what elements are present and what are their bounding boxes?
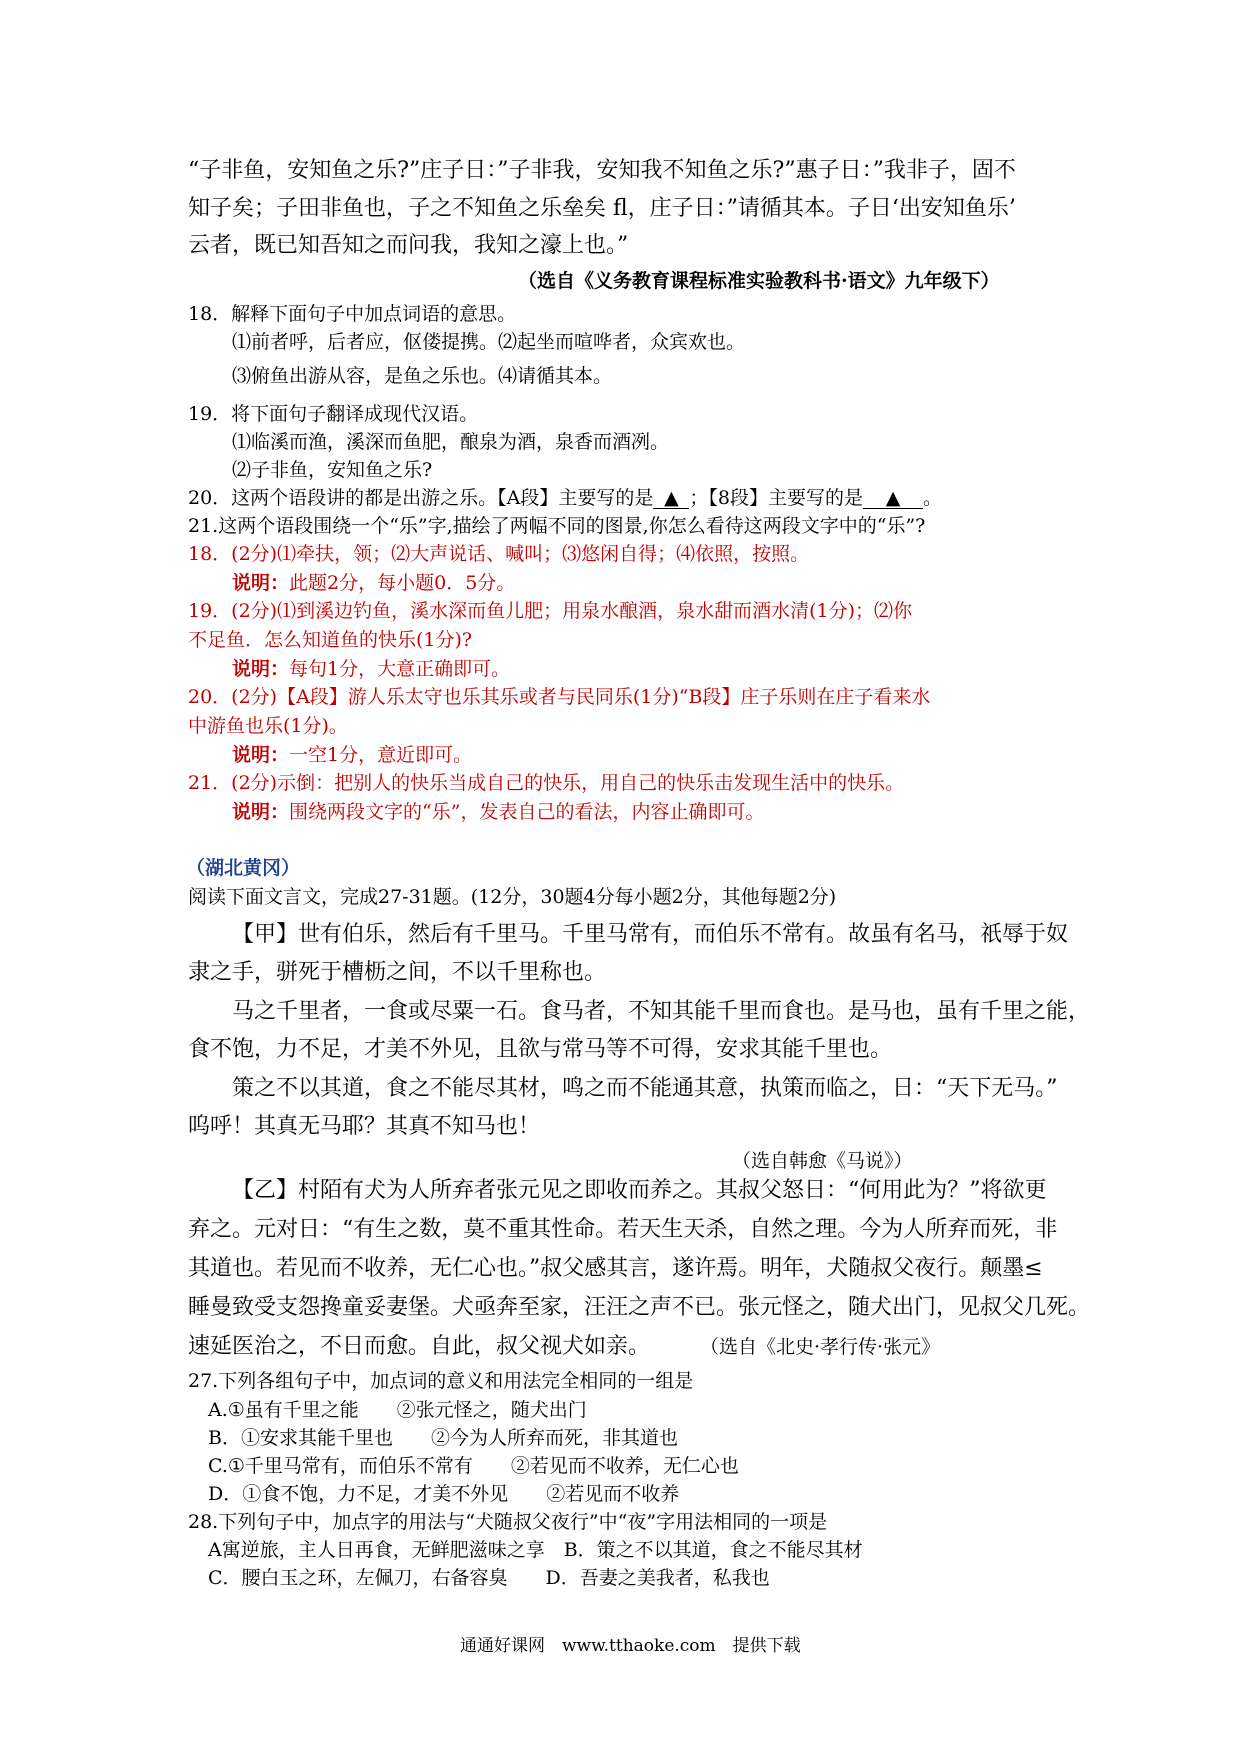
yi-source: （选自《北史·孝行传·张元》 <box>700 1336 941 1358</box>
answer-19-note <box>232 660 510 679</box>
question-27-option: C.①千里马常有，而伯乐不常有 ②若见而不收养，无仁心也 <box>208 1455 739 1477</box>
answer-19: 19．(2分)⑴到溪边钓鱼，溪水深而鱼儿肥；用泉水酿酒，泉水甜而酒水清(1分)；⑵你 <box>188 600 913 622</box>
answer-18-note <box>232 574 515 593</box>
question-20-prefix: 20．这两个语段讲的都是出游之乐。【A段】主要写的是 <box>188 487 654 509</box>
question-18-item: ⑴前者呼，后者应，伛偻提携。⑵起坐而喧哗者，众宾欢也。 <box>232 331 746 353</box>
answer-21-note <box>232 803 764 822</box>
question-19-item: ⑵子非鱼，安知鱼之乐? <box>232 459 433 481</box>
question-27: 27.下列各组句子中，加点词的意义和用法完全相同的一组是 <box>188 1370 694 1392</box>
answer-blank-b: ▲ <box>863 489 923 509</box>
question-18-item: ⑶俯鱼出游从容，是鱼之乐也。⑷请循其本。 <box>232 365 613 387</box>
section-heading: （湖北黄冈） <box>186 857 301 879</box>
question-20-suffix: 。 <box>923 487 943 509</box>
yi-line: 【乙】村陌有犬为人所弃者张元见之即收而养之。其叔父怒日：“何用此为？”将欲更 <box>232 1178 1047 1203</box>
question-19-item: ⑴临溪而渔，溪深而鱼肥，酿泉为酒，泉香而酒冽。 <box>232 431 670 453</box>
question-18: 18．解释下面句子中加点词语的意思。 <box>188 303 517 325</box>
passage-source: （选自《义务教育课程标准实验教科书·语文》九年级下） <box>518 270 1000 292</box>
question-27-option: D．①食不饱，力不足，才美不外见 ②若见而不收养 <box>208 1483 680 1505</box>
note-text: 围绕两段文字的“乐”，发表自己的看法，内容止确即可。 <box>289 801 765 823</box>
question-20-mid: ；【8段】主要写的是 <box>689 487 863 509</box>
question-19: 19．将下面句子翻译成现代汉语。 <box>188 403 479 425</box>
section-instruction: 阅读下面文言文，完成27-31题。(12分，30题4分每小题2分，其他每题2分) <box>188 886 837 908</box>
question-28: 28.下列句子中，加点字的用法与“犬随叔父夜行”中“夜”字用法相同的一项是 <box>188 1511 828 1533</box>
question-28-option: A寓逆旅，主人日再食，无鲜肥滋味之享 B．策之不以其道，食之不能尽其材 <box>208 1539 863 1561</box>
answer-19-cont: 不足鱼．怎么知道鱼的快乐(1分)? <box>188 629 473 651</box>
question-28-option: C．腰白玉之环，左佩刀，右备容臭 D．吾妻之美我者，私我也 <box>208 1567 770 1589</box>
answer-20-cont: 中游鱼也乐(1分)。 <box>188 715 348 737</box>
question-20 <box>188 489 942 509</box>
yi-line: 睡曼致受支怨搀童妥妻堡。犬亟奔至家，汪汪之声不已。张元怪之，随犬出门，见叔父几死。 <box>188 1295 1091 1320</box>
jia-line: 呜呼！其真无马耶？其真不知马也！ <box>188 1114 541 1139</box>
note-label: 说明： <box>232 801 290 823</box>
yi-line: 弃之。元对日：“有生之数，莫不重其性命。若天生天杀，自然之理。今为人所弃而死，非 <box>188 1217 1058 1242</box>
jia-source: （选自韩愈《马说》） <box>732 1150 913 1172</box>
jia-line: 马之千里者，一食或尽粟一石。食马者，不知其能千里而食也。是马也，虽有千里之能， <box>232 999 1091 1024</box>
passage-line: “子非鱼，安知鱼之乐?”庄子日：”子非我，安知我不知鱼之乐?”惠子日：”我非子，固不 <box>188 158 1016 183</box>
note-label: 说明： <box>232 658 290 680</box>
answer-20-note <box>232 746 472 765</box>
answer-21: 21．(2分)示倒：把别人的快乐当成自己的快乐，用自己的快乐击发现生活中的快乐。 <box>188 772 905 794</box>
jia-line: 隶之手，骈死于槽枥之间，不以千里称也。 <box>188 960 607 985</box>
note-text: 每句1分，大意正确即可。 <box>289 658 511 680</box>
jia-line: 策之不以其道，食之不能尽其材，鸣之而不能通其意，执策而临之，日：“天下无马。” <box>232 1076 1058 1101</box>
note-text: 此题2分，每小题0．5分。 <box>289 572 516 594</box>
yi-line: 速延医治之，不日而愈。自此，叔父视犬如亲。 <box>188 1334 651 1359</box>
passage-line: 知子矣；子田非鱼也，子之不知鱼之乐垒矣 fl，庄子日：”请循其本。子日‘出安知鱼乐’ <box>188 196 1016 221</box>
jia-line: 食不饱，力不足，才美不外见，且欲与常马等不可得，安求其能千里也。 <box>188 1037 893 1062</box>
answer-18: 18．(2分)⑴牵扶，领；⑵大声说话、喊叫；⑶悠闲自得；⑷依照，按照。 <box>188 543 810 565</box>
note-label: 说明： <box>232 572 290 594</box>
answer-20: 20．(2分)【A段】游人乐太守也乐其乐或者与民同乐(1分)“B段】庄子乐则在庄子看来水 <box>188 686 931 708</box>
passage-line: 云者，既已知吾知之而问我，我知之濠上也。” <box>188 233 629 258</box>
question-27-option: B．①安求其能千里也 ②今为人所弃而死，非其道也 <box>208 1427 678 1449</box>
jia-line: 【甲】世有伯乐，然后有千里马。千里马常有，而伯乐不常有。故虽有名马，祇辱于奴 <box>232 922 1069 947</box>
question-21: 21.这两个语段围绕一个“乐”字,描绘了两幅不同的图景,你怎么看待这两段文字中的“乐”? <box>188 515 926 537</box>
answer-blank-a: ▲ <box>653 489 689 509</box>
yi-line: 其道也。若见而不收养，无仁心也。”叔父感其言，遂许焉。明年，犬随叔父夜行。颠墨≤ <box>188 1256 1043 1281</box>
question-27-option: A.①虽有千里之能 ②张元怪之，随犬出门 <box>208 1399 587 1421</box>
note-label: 说明： <box>232 744 290 766</box>
page-footer: 通通好课网 www.tthaoke.com 提供下载 <box>460 1636 801 1656</box>
note-text: 一空1分，意近即可。 <box>289 744 473 766</box>
